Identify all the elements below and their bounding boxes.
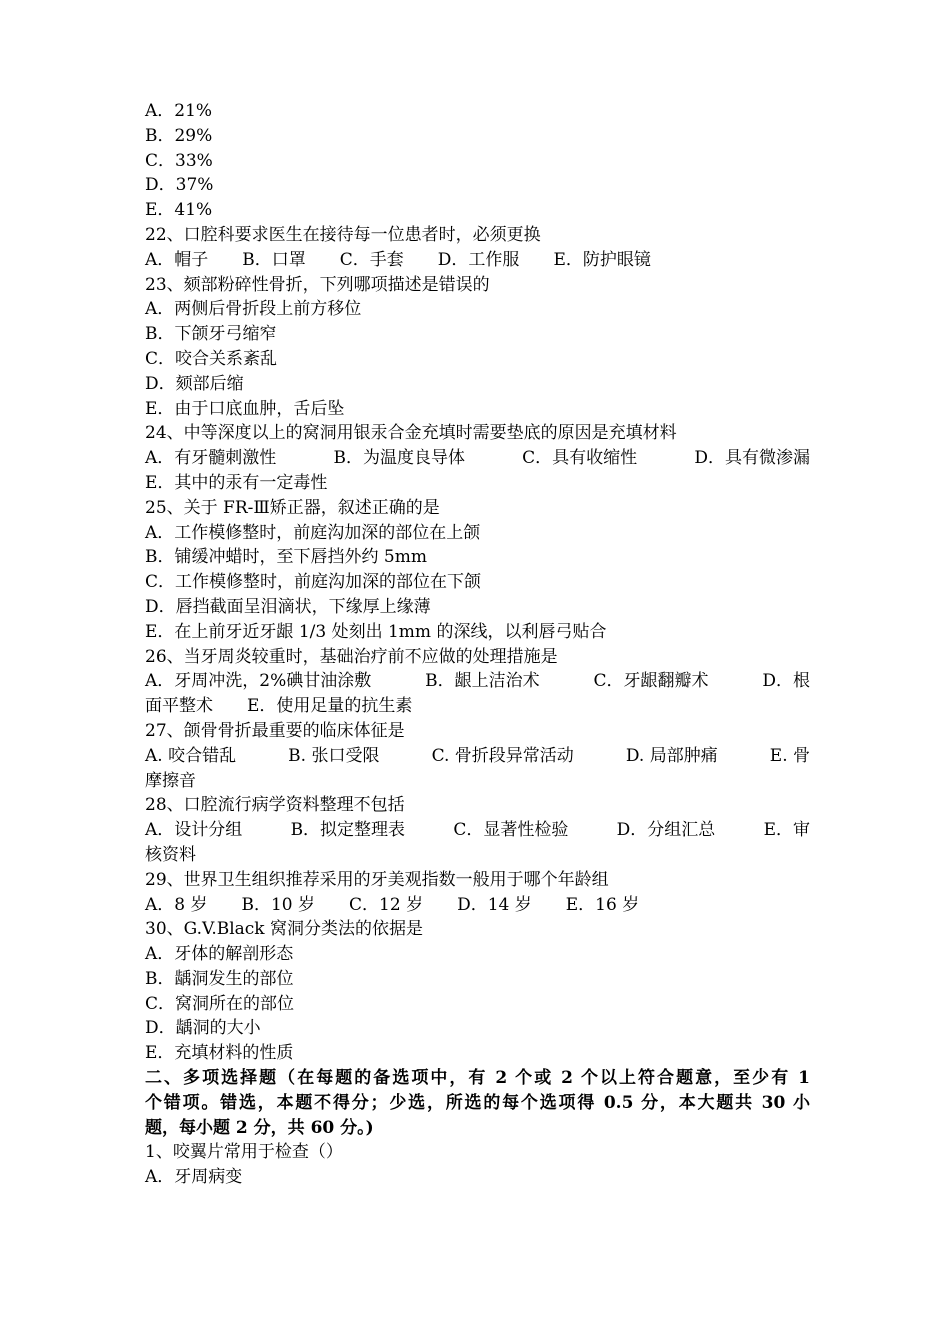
q27-option-e: E. 骨 bbox=[769, 745, 810, 766]
q30-option-b: B．龋洞发生的部位 bbox=[145, 968, 294, 989]
q26-stem: 26、当牙周炎较重时，基础治疗前不应做的处理措施是 bbox=[145, 646, 558, 667]
q28-options bbox=[145, 818, 810, 843]
q23-option-d: D．颏部后缩 bbox=[145, 373, 244, 394]
q23-stem: 23、颏部粉碎性骨折，下列哪项描述是错误的 bbox=[145, 274, 490, 295]
q22-option-c: C．手套 bbox=[339, 249, 404, 270]
section-heading-line-2: 个错项。错选，本题不得分；少选，所选的每个选项得 0.5 分，本大题共 30 小 bbox=[145, 1092, 810, 1113]
q23-option-b: B．下颌牙弓缩窄 bbox=[145, 324, 277, 345]
q22-options bbox=[145, 248, 810, 273]
q24-option-a: A．有牙髓刺激性 bbox=[145, 448, 277, 469]
q25-option-b: B．铺缓冲蜡时，至下唇挡外约 5mm bbox=[145, 547, 427, 568]
q25-option-a: A．工作模修整时，前庭沟加深的部位在上颌 bbox=[145, 522, 481, 543]
q24-option-c: C．具有收缩性 bbox=[522, 448, 638, 469]
q24-stem: 24、中等深度以上的窝洞用银汞合金充填时需要垫底的原因是充填材料 bbox=[145, 423, 677, 444]
q27-option-d: D. 局部肿痛 bbox=[625, 745, 718, 766]
q29-option-c: C．12 岁 bbox=[349, 894, 424, 915]
q28-stem: 28、口腔流行病学资料整理不包括 bbox=[145, 795, 405, 816]
q29-option-d: D．14 岁 bbox=[457, 894, 532, 915]
section-heading-line-3: 题，每小题 2 分，共 60 分。) bbox=[145, 1117, 374, 1138]
q28-option-d: D．分组汇总 bbox=[616, 820, 716, 841]
q28-option-c: C．显著性检验 bbox=[453, 820, 569, 841]
q28-option-e: E．审 bbox=[763, 820, 810, 841]
q21-option-e: E．41% bbox=[145, 200, 213, 221]
q21-option-d: D．37% bbox=[145, 175, 214, 196]
q24-options bbox=[145, 446, 810, 471]
q22-option-a: A．帽子 bbox=[145, 249, 209, 270]
q22-stem: 22、口腔科要求医生在接待每一位患者时，必须更换 bbox=[145, 224, 541, 245]
q22-option-d: D．工作服 bbox=[437, 249, 520, 270]
q24-option-e: E．其中的汞有一定毒性 bbox=[145, 472, 328, 493]
section-heading-line-1: 二、多项选择题（在每题的备选项中，有 2 个或 2 个以上符合题意，至少有 1 bbox=[145, 1068, 810, 1089]
mq1-option-a: A．牙周病变 bbox=[145, 1167, 243, 1188]
q30-option-e: E．充填材料的性质 bbox=[145, 1043, 294, 1064]
q24-option-b: B．为温度良导体 bbox=[333, 448, 465, 469]
q26-option-a: A．牙周冲洗，2%碘甘油涂敷 bbox=[145, 671, 372, 692]
q27-stem: 27、颌骨骨折最重要的临床体征是 bbox=[145, 720, 405, 741]
q29-option-a: A．8 岁 bbox=[145, 894, 208, 915]
q23-option-e: E．由于口底血肿，舌后坠 bbox=[145, 398, 345, 419]
q28-option-e-continued: 核资料 bbox=[145, 844, 196, 865]
q29-option-b: B．10 岁 bbox=[241, 894, 316, 915]
q30-stem: 30、G.V.Black 窝洞分类法的依据是 bbox=[145, 919, 424, 940]
q21-option-a: A．21% bbox=[145, 101, 213, 121]
q27-option-a: A. 咬合错乱 bbox=[145, 745, 237, 766]
q26-options bbox=[145, 669, 810, 694]
q27-option-b: B. 张口受限 bbox=[288, 745, 380, 766]
q30-option-d: D．龋洞的大小 bbox=[145, 1018, 261, 1039]
q26-option-d-continued: 面平整术 bbox=[145, 696, 213, 717]
q27-option-c: C. 骨折段异常活动 bbox=[431, 745, 574, 766]
q30-option-a: A．牙体的解剖形态 bbox=[145, 944, 294, 965]
mq1-stem: 1、咬翼片常用于检查（） bbox=[145, 1142, 343, 1163]
q27-options bbox=[145, 744, 810, 769]
q29-option-e: E．16 岁 bbox=[565, 894, 640, 915]
q22-option-b: B．口罩 bbox=[242, 249, 306, 270]
q25-option-e: E．在上前牙近牙龈 1/3 处刻出 1mm 的深线，以利唇弓贴合 bbox=[145, 621, 607, 642]
q21-option-b: B．29% bbox=[145, 125, 213, 146]
q27-option-e-continued: 摩擦音 bbox=[145, 770, 196, 791]
document-page bbox=[145, 99, 810, 1190]
q29-options bbox=[145, 893, 810, 918]
q26-option-d: D．根 bbox=[762, 671, 810, 692]
q24-option-d: D．具有微渗漏 bbox=[694, 448, 810, 469]
q23-option-c: C．咬合关系紊乱 bbox=[145, 348, 278, 369]
q25-stem: 25、关于 FR-Ⅲ矫正器，叙述正确的是 bbox=[145, 497, 440, 518]
q29-stem: 29、世界卫生组织推荐采用的牙美观指数一般用于哪个年龄组 bbox=[145, 869, 609, 890]
q28-option-b: B．拟定整理表 bbox=[290, 820, 406, 841]
q28-option-a: A．设计分组 bbox=[145, 820, 243, 841]
q22-option-e: E．防护眼镜 bbox=[553, 249, 651, 270]
q25-option-d: D．唇挡截面呈泪滴状，下缘厚上缘薄 bbox=[145, 596, 431, 617]
q26-option-e: E．使用足量的抗生素 bbox=[247, 696, 413, 717]
q21-option-c: C．33% bbox=[145, 150, 213, 171]
q26-options-wrap bbox=[145, 694, 810, 719]
q25-option-c: C．工作模修整时，前庭沟加深的部位在下颌 bbox=[145, 572, 482, 593]
q23-option-a: A．两侧后骨折段上前方移位 bbox=[145, 299, 362, 320]
q26-option-b: B．龈上洁治术 bbox=[425, 671, 540, 692]
q26-option-c: C．牙龈翻瓣术 bbox=[593, 671, 709, 692]
q30-option-c: C．窝洞所在的部位 bbox=[145, 993, 295, 1014]
